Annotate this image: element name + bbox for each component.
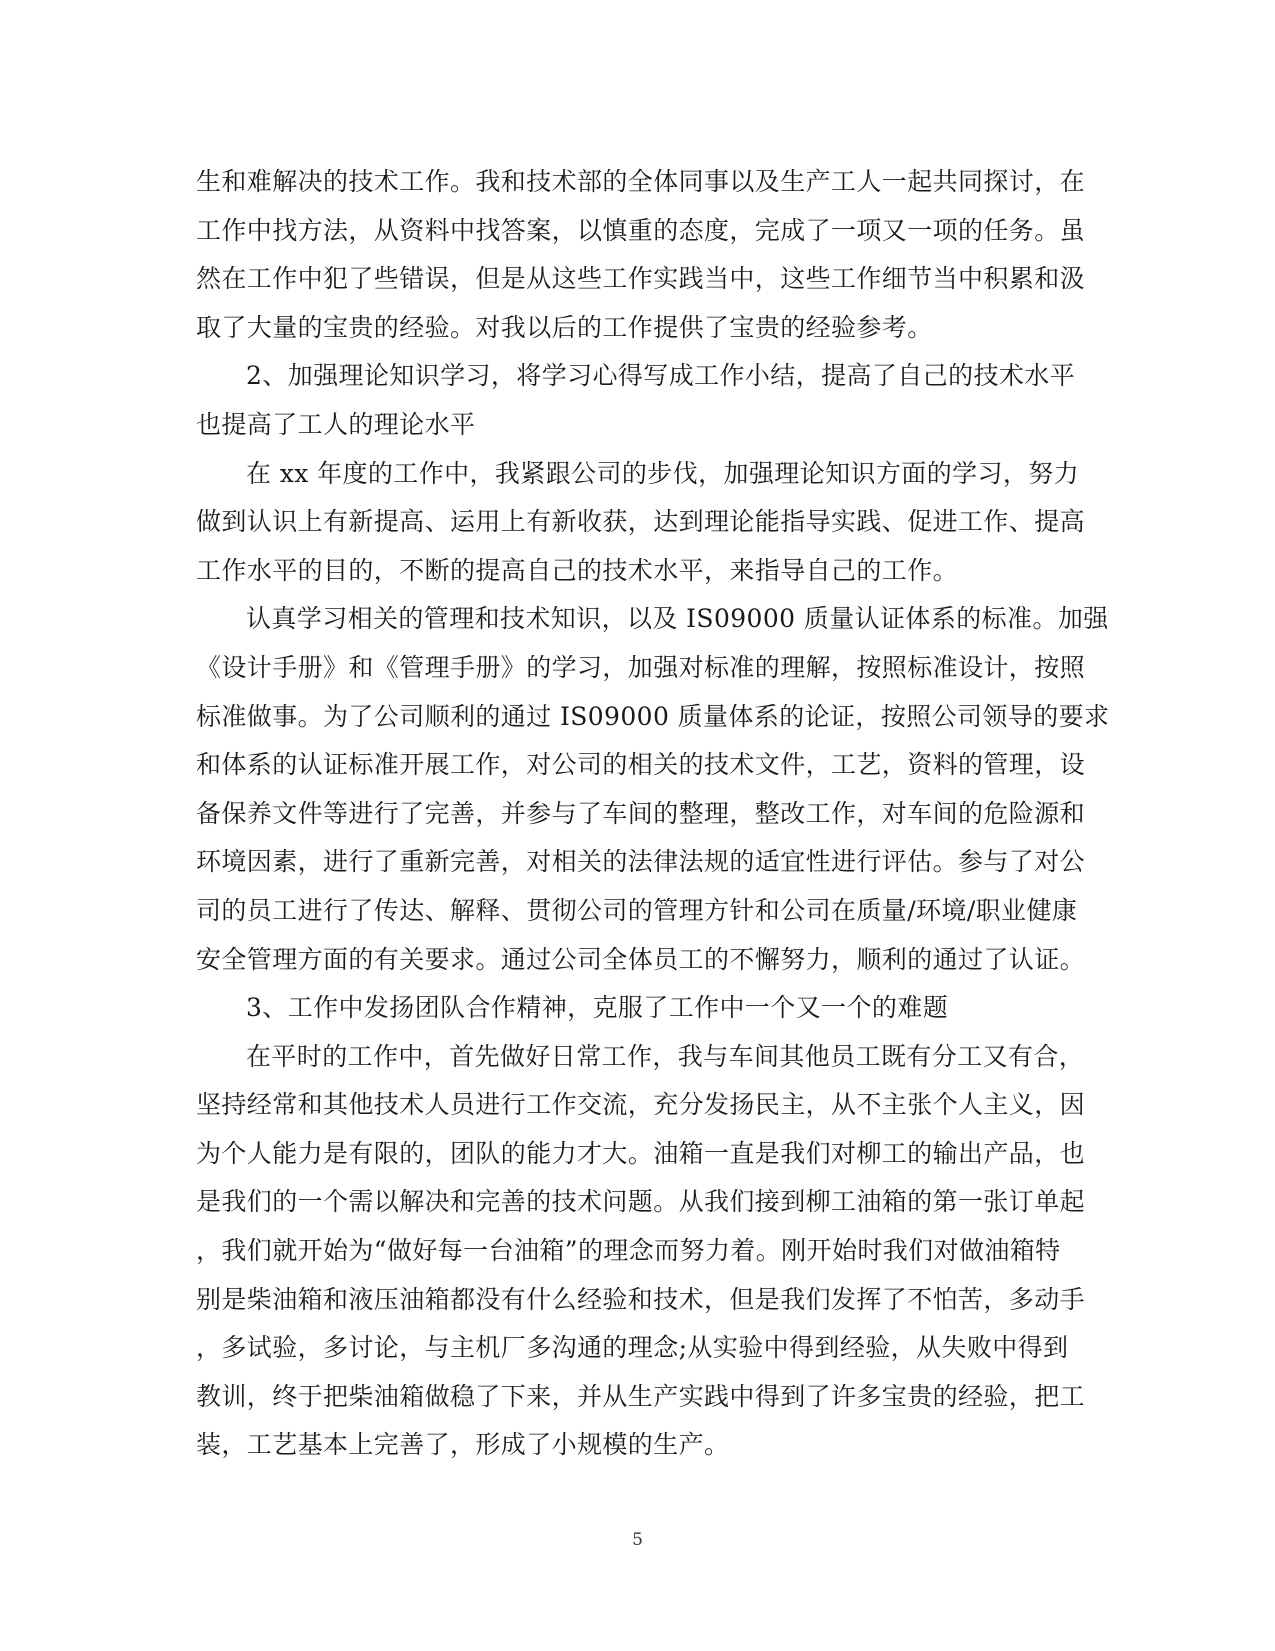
text-line: 认真学习相关的管理和技术知识，以及 IS09000 质量认证体系的标准。加强 [246,604,1109,634]
section-heading-3 [196,984,1076,1033]
paragraph-1 [196,158,1086,352]
text-line: 和体系的认证标准开展工作，对公司的相关的技术文件，工艺，资料的管理，设 [196,750,1086,780]
text-line: 2、加强理论知识学习，将学习心得写成工作小结，提高了自己的技术水平 [246,361,1076,391]
text-line: 标准做事。为了公司顺利的通过 IS09000 质量体系的论证，按照公司领导的要求 [196,701,1110,731]
text-line: ，我们就开始为“做好每一台油箱”的理念而努力着。刚开始时我们对做油箱特 [196,1236,1061,1266]
text-line: 工作水平的目的，不断的提高自己的技术水平，来指导自己的工作。 [196,555,959,585]
text-line: 为个人能力是有限的，团队的能力才大。油箱一直是我们对柳工的输出产品，也 [196,1138,1086,1168]
text-line: 是我们的一个需以解决和完善的技术问题。从我们接到柳工油箱的第一张订单起 [196,1187,1086,1217]
text-line: 3、工作中发扬团队合作精神，克服了工作中一个又一个的难题 [246,993,949,1023]
text-line: 《设计手册》和《管理手册》的学习，加强对标准的理解，按照标准设计，按照 [196,652,1086,682]
text-line: 取了大量的宝贵的经验。对我以后的工作提供了宝贵的经验参考。 [196,312,933,342]
text-line: 教训，终于把柴油箱做稳了下来，并从生产实践中得到了许多宝贵的经验，把工 [196,1381,1086,1411]
text-line: 做到认识上有新提高、运用上有新收获，达到理论能指导实践、促进工作、提高 [196,507,1086,537]
text-line: 然在工作中犯了些错误，但是从这些工作实践当中，这些工作细节当中积累和汲 [196,264,1086,294]
paragraph-6 [196,1033,1086,1470]
text-line: ，多试验，多讨论，与主机厂多沟通的理念;从实验中得到经验，从失败中得到 [196,1333,1069,1363]
text-line: 别是柴油箱和液压油箱都没有什么经验和技术，但是我们发挥了不怕苦，多动手 [196,1284,1086,1314]
text-line: 司的员工进行了传达、解释、贯彻公司的管理方针和公司在质量/环境/职业健康 [196,895,1078,925]
text-line: 工作中找方法，从资料中找答案，以慎重的态度，完成了一项又一项的任务。虽 [196,215,1086,245]
page-number: 5 [632,1530,643,1550]
text-line: 坚持经常和其他技术人员进行工作交流，充分发扬民主，从不主张个人主义，因 [196,1090,1086,1120]
text-line: 也提高了工人的理论水平 [196,409,476,439]
paragraph-3 [196,450,1086,596]
document-body [196,158,1110,1470]
paragraph-4 [196,595,1110,984]
text-line: 生和难解决的技术工作。我和技术部的全体同事以及生产工人一起共同探讨，在 [196,167,1086,196]
section-heading-2 [196,352,1076,449]
text-line: 在 xx 年度的工作中，我紧跟公司的步伐，加强理论知识方面的学习，努力 [246,458,1080,488]
text-line: 安全管理方面的有关要求。通过公司全体员工的不懈努力，顺利的通过了认证。 [196,944,1086,974]
text-line: 备保养文件等进行了完善，并参与了车间的整理，整改工作，对车间的危险源和 [196,798,1086,828]
text-line: 环境因素，进行了重新完善，对相关的法律法规的适宜性进行评估。参与了对公 [196,847,1086,877]
text-line: 装，工艺基本上完善了，形成了小规模的生产。 [196,1430,730,1460]
text-line: 在平时的工作中，首先做好日常工作，我与车间其他员工既有分工又有合， [246,1041,1085,1071]
